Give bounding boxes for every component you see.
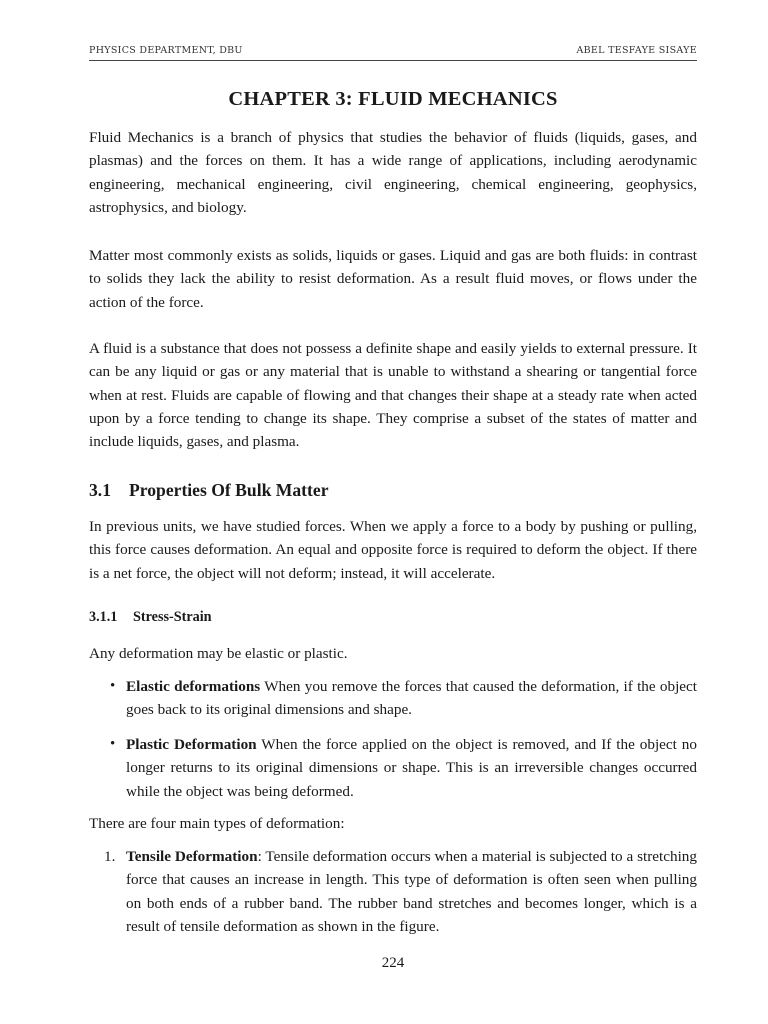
- section-heading: [89, 480, 329, 501]
- intro-paragraph-2: [89, 244, 697, 314]
- bullet-description: When the force applied on the object is removed, and If the object no longer returns to its original dimensions or shape. This is an irreversible changes occurred while the object was being deformed.: [126, 736, 697, 800]
- enum-description: : Tensile deformation occurs when a material is subjected to a stretching force that causes an increase in length. This type of deformation is often seen when pulling on both ends of a rubber band. The rubber band stretches and becomes longer, which is a result of tensile deformation as shown in the figure.: [126, 848, 697, 935]
- document-page: [89, 0, 697, 1024]
- header-author: ABEL TESFAYE SISAYE: [576, 45, 697, 56]
- paragraph-text: Fluid Mechanics is a branch of physics that studies the behavior of fluids (liquids, gases, and plasmas) and the forces on them. It has a wide range of applications, including aerodynamic engineering, mechanical engineering, civil engineering, chemical engineering, geophysics, astrophysics, and biology.: [89, 129, 697, 216]
- section-paragraph: [89, 515, 697, 585]
- subsection-number: 3.1.1: [89, 609, 118, 625]
- types-intro: [89, 812, 697, 835]
- bullet-term: Plastic Deformation: [126, 736, 257, 753]
- subsection-intro: [89, 642, 697, 665]
- header-rule: [89, 60, 697, 61]
- bullet-term: Elastic deformations: [126, 678, 261, 695]
- bullet-item-plastic: [110, 733, 697, 803]
- bullet-icon: •: [110, 736, 116, 752]
- intro-paragraph-1: [89, 126, 697, 219]
- intro-paragraph-3: [89, 337, 697, 453]
- paragraph-text: Any deformation may be elastic or plastic.: [89, 645, 348, 662]
- paragraph-text: In previous units, we have studied forces. When we apply a force to a body by pushing or pulling, this force causes deformation. An equal and opposite force is required to deform the object. If there is a net force, the object will not deform; instead, it will accelerate.: [89, 518, 697, 582]
- section-number: 3.1: [89, 480, 111, 500]
- bullet-item-elastic: [110, 675, 697, 722]
- paragraph-text: A fluid is a substance that does not possess a definite shape and easily yields to external pressure. It can be any liquid or gas or any material that is unable to withstand a shearing or tangential force when at rest. Fluids are capable of flowing and that changes their shape at a steady rate when acted upon by a force tending to change its shape. They comprise a subset of the states of matter and include liquids, gases, and plasma.: [89, 340, 697, 451]
- bullet-text: [126, 733, 697, 803]
- bullet-description: When you remove the forces that caused the deformation, if the object goes back to its original dimensions and shape.: [126, 678, 697, 719]
- subsection-title: Stress-Strain: [133, 609, 212, 625]
- enum-term: Tensile Deformation: [126, 848, 258, 865]
- subsection-heading: [89, 609, 212, 626]
- enum-number: 1.: [104, 848, 116, 865]
- page-number: 224: [381, 955, 405, 971]
- header-department: PHYSICS DEPARTMENT, DBU: [89, 45, 243, 56]
- paragraph-text: There are four main types of deformation:: [89, 815, 345, 832]
- chapter-title: CHAPTER 3: FLUID MECHANICS: [228, 88, 558, 110]
- paragraph-text: Matter most commonly exists as solids, liquids or gases. Liquid and gas are both fluids: in contrast to solids they lack the ability to resist deformation. As a result fluid moves, or flows under the action of the force.: [89, 247, 697, 311]
- enum-item-tensile: [104, 845, 697, 938]
- bullet-text: [126, 675, 697, 722]
- bullet-icon: •: [110, 678, 116, 694]
- enum-text: [126, 845, 697, 938]
- section-title: Properties Of Bulk Matter: [129, 480, 329, 500]
